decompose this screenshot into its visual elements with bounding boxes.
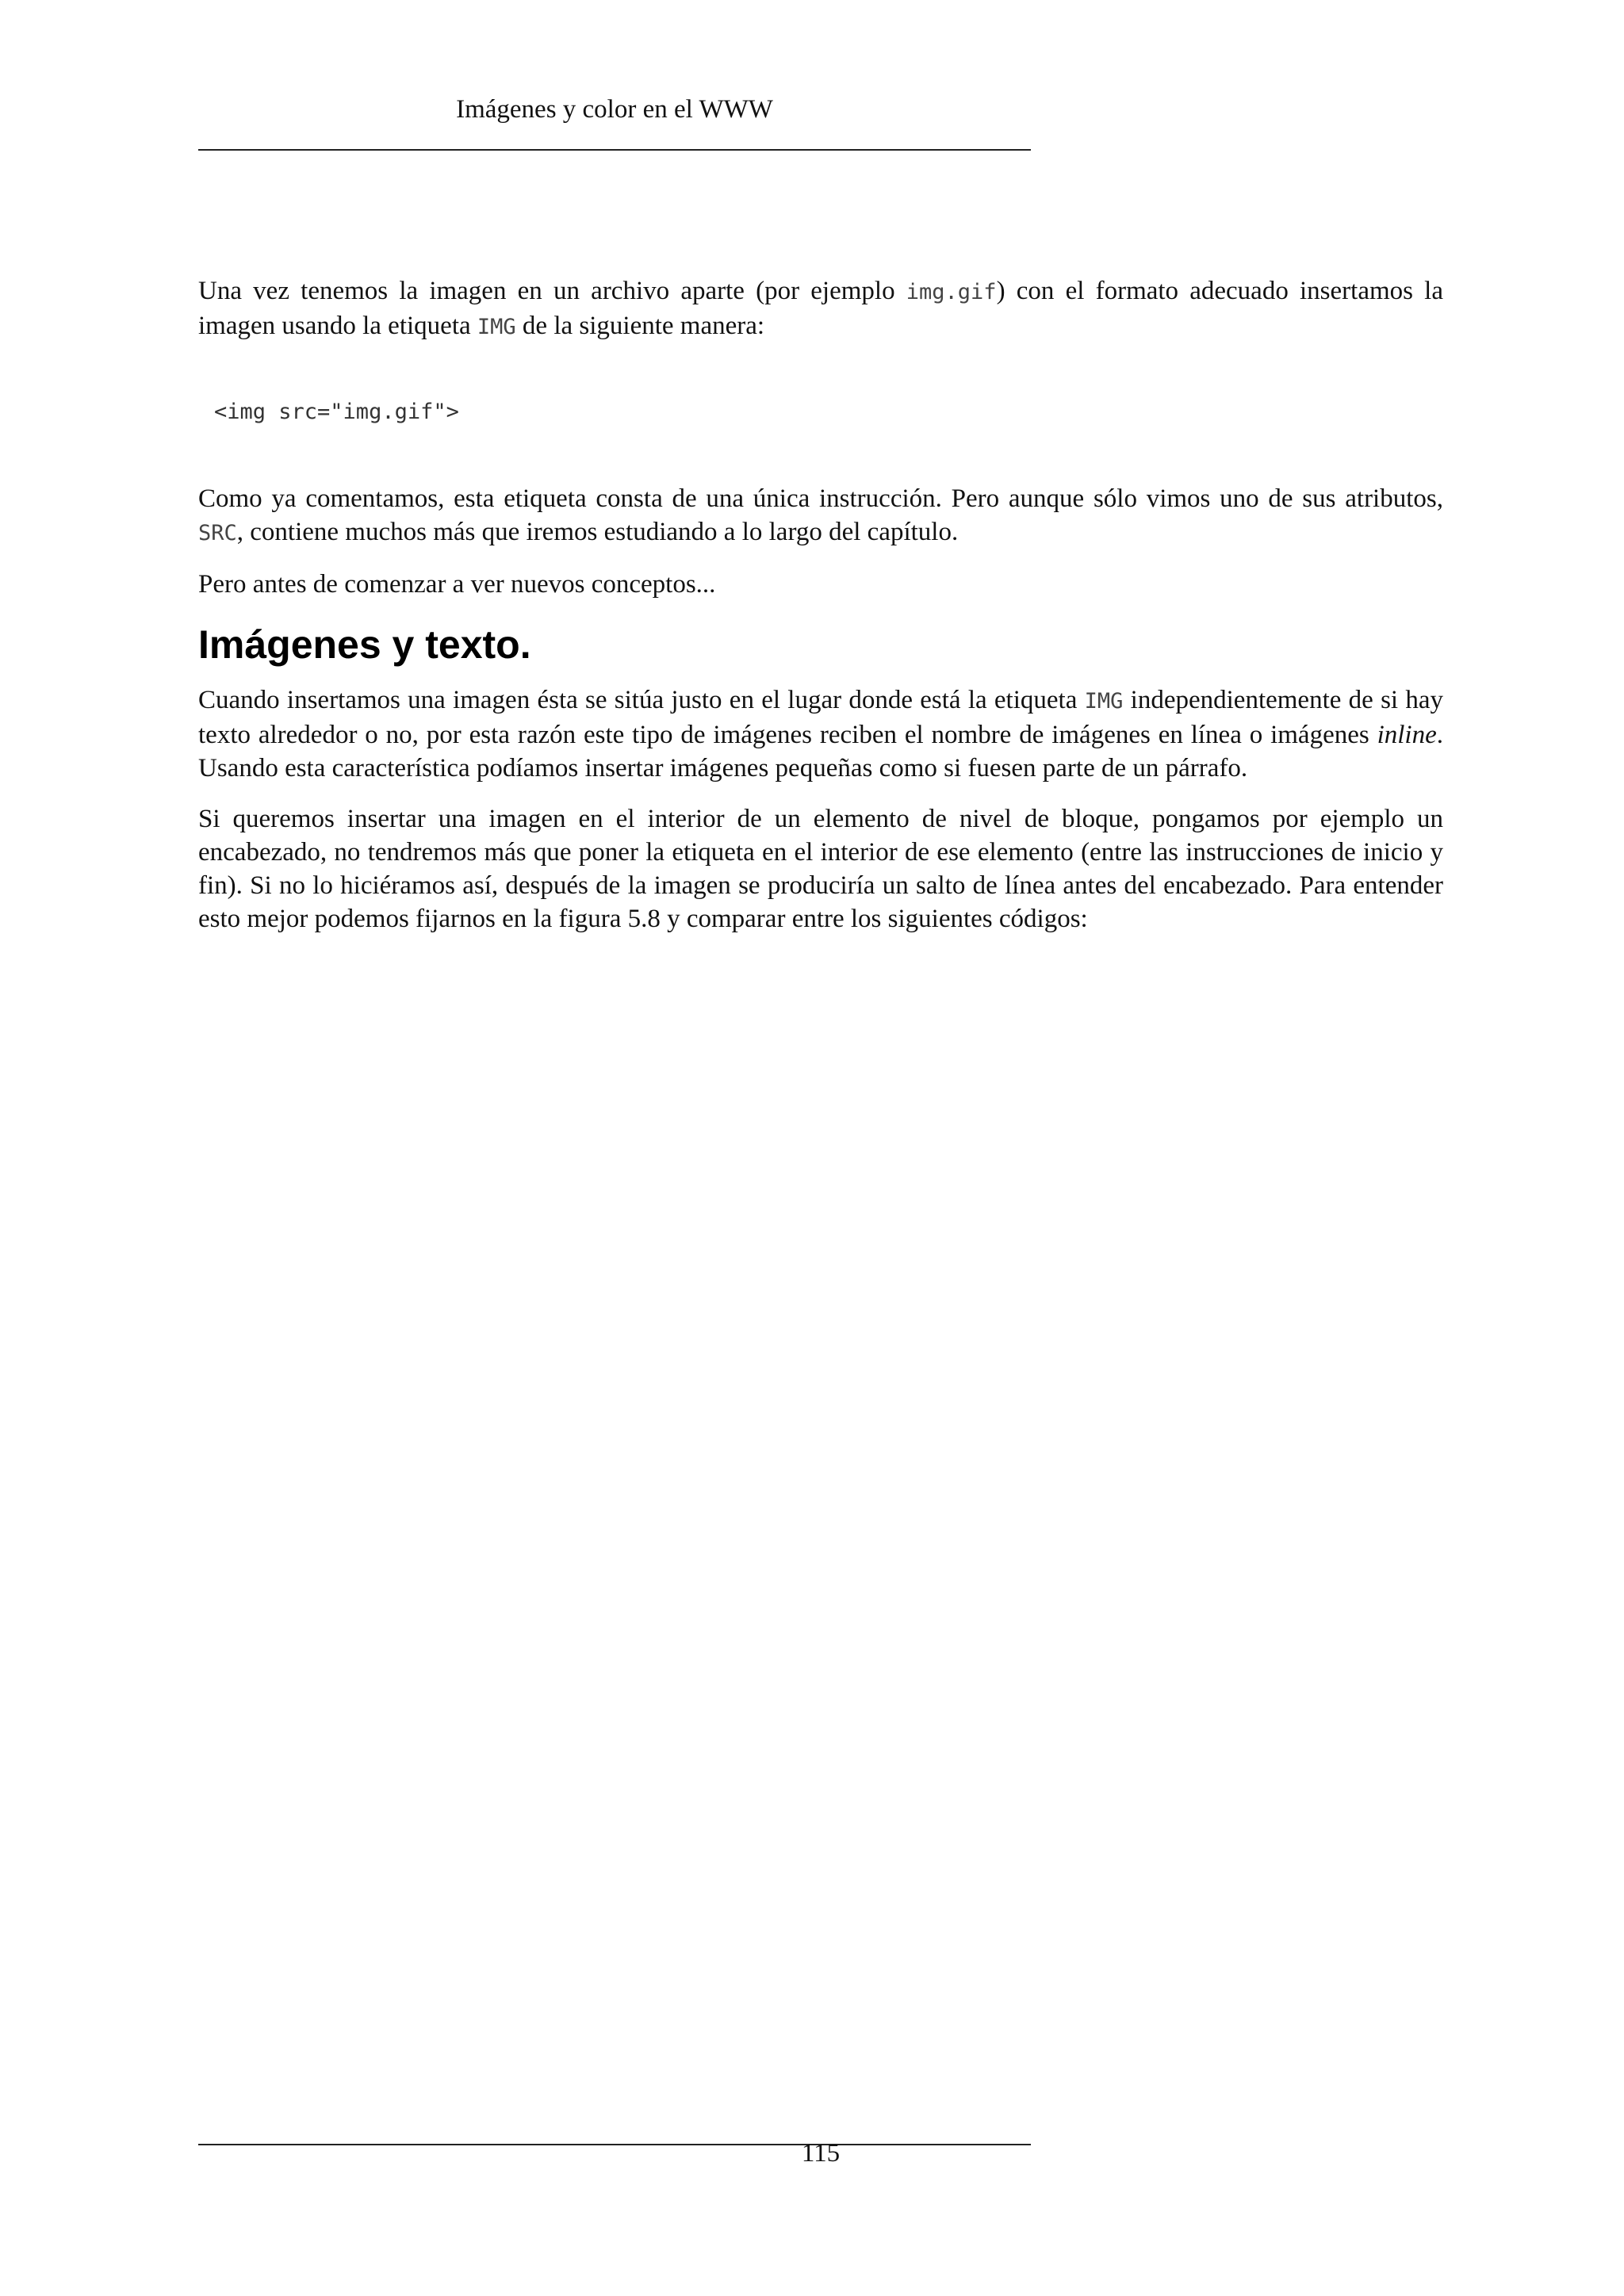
header-rule [198,149,1031,151]
paragraph-inline-text-2: independientemente de si hay texto alrededor o no, por esta razón este tipo de imágenes reciben el nombre de imágenes en línea o imágenes [198,686,1443,749]
inline-code-img-gif: img.gif [906,280,997,304]
paragraph-intro-text-1: Una vez tenemos la imagen en un archivo aparte (por ejemplo [198,277,906,305]
code-example: <img src="img.gif"> [214,400,459,424]
paragraph-attributes [198,482,1443,550]
paragraph-intro-text-2: ) con el formato adecuado insertamos la imagen usando la etiqueta [198,277,1443,340]
inline-code-img-tag-2: IMG [1084,689,1124,714]
page-header-title: Imágenes y color en el WWW [456,95,773,124]
paragraph-inline-images [198,683,1443,785]
paragraph-attributes-text-2: , contiene muchos más que iremos estudiando a lo largo del capítulo. [236,518,959,546]
page-number: 115 [801,2139,841,2168]
paragraph-intro [198,274,1443,344]
page-content [198,274,1443,953]
inline-code-img-tag: IMG [477,315,516,339]
paragraph-inline-text-3: . Usando esta característica podíamos insertar imágenes pequeñas como si fuesen parte de un párrafo. [198,721,1443,783]
inline-code-src: SRC [198,521,237,545]
paragraph-block-elements: Si queremos insertar una imagen en el interior de un elemento de nivel de bloque, pongamos por ejemplo un encabezado, no tendremos más que poner la etiqueta en el interior de ese elemento (entre las instrucciones de inicio y fin). Si no lo hiciéramos así, después de la imagen se produciría un salto de línea antes del encabezado. Para entender esto mejor podemos fijarnos en la figura 5.8 y comparar entre los siguientes códigos: [198,805,1443,933]
paragraph-intro-text-3: de la siguiente manera: [515,312,765,340]
section-heading: Imágenes y texto. [198,622,531,667]
emphasis-inline: inline [1377,721,1437,749]
paragraph-inline-text-1: Cuando insertamos una imagen ésta se sitúa justo en el lugar donde está la etiqueta [198,686,1085,714]
paragraph-transition: Pero antes de comenzar a ver nuevos conceptos... [198,570,716,599]
paragraph-attributes-text-1: Como ya comentamos, esta etiqueta consta de una única instrucción. Pero aunque sólo vimos uno de sus atributos, [198,484,1443,513]
